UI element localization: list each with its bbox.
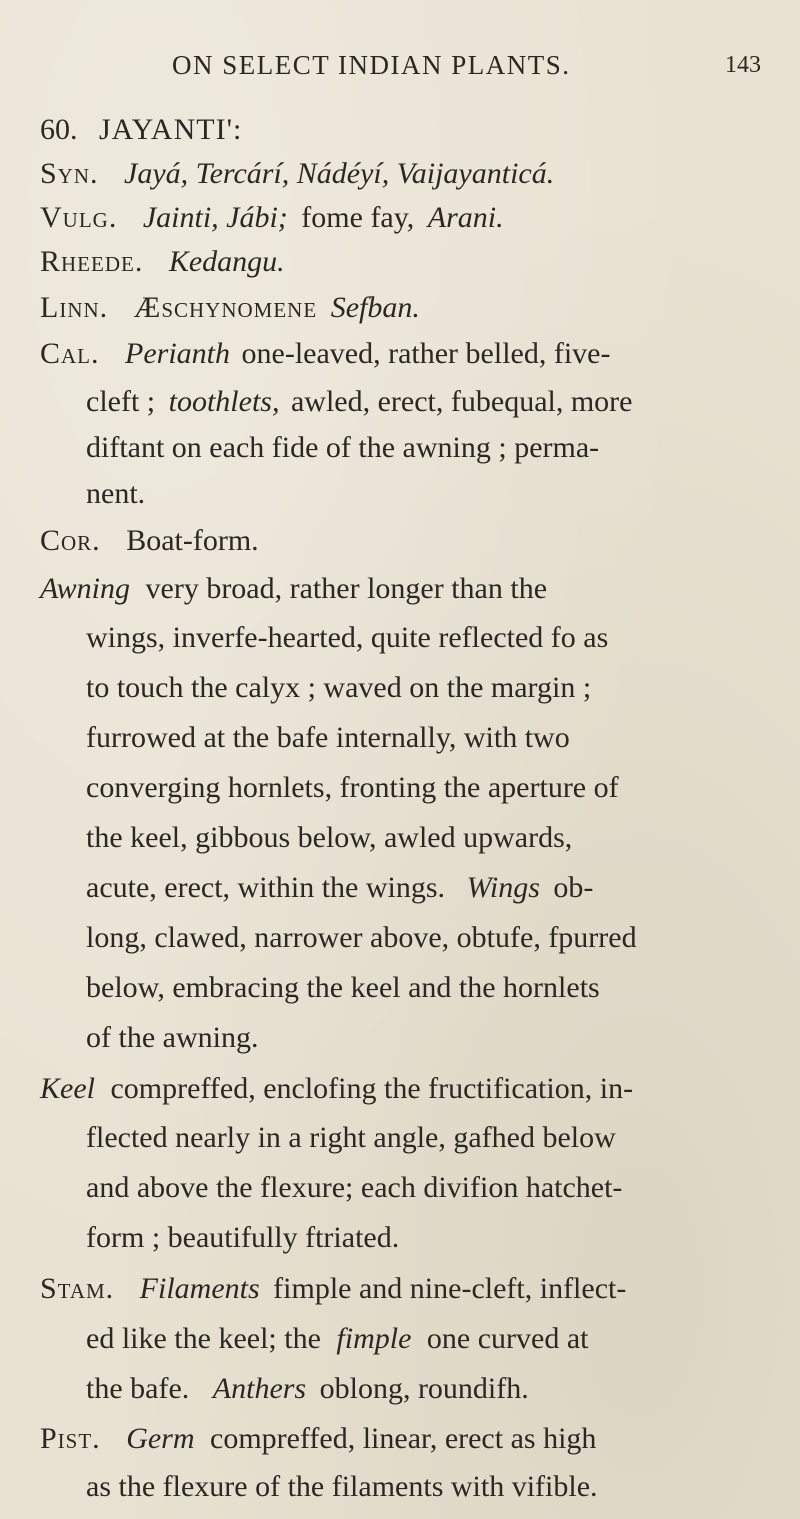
linn-species: Sefban. xyxy=(330,291,420,324)
stam-line-3b: oblong, roundifh. xyxy=(319,1372,529,1405)
stam-line-1-text: fimple and nine-cleft, inflect- xyxy=(273,1272,627,1305)
keel-line-4: form ; beautifully ftriated. xyxy=(86,1221,400,1254)
awning-line-2: wings, inverfe-hearted, quite reflected fo as xyxy=(86,621,609,654)
stamens-line-1 xyxy=(40,1271,626,1307)
linn-label: Linn. xyxy=(40,291,109,324)
awning-line-7b: ob- xyxy=(553,871,594,904)
rheede-text: Kedangu. xyxy=(168,245,285,278)
filaments-term: Filaments xyxy=(139,1272,260,1305)
entry-heading xyxy=(40,112,242,148)
synonyms-line xyxy=(40,156,554,192)
awning-line-3: to touch the calyx ; waved on the margin ; xyxy=(86,671,592,704)
wings-term: Wings xyxy=(466,871,540,904)
stamens-line-3 xyxy=(86,1371,529,1407)
keel-line-1-text: compreffed, enclofing the fructification, in- xyxy=(110,1072,634,1105)
syn-text: Jayá, Tercárí, Nádéyí, Vaijayanticá. xyxy=(124,157,555,190)
simple-term: fimple xyxy=(336,1322,412,1355)
cal-line-2a: cleft ; xyxy=(86,385,156,418)
stamens-line-2 xyxy=(86,1321,589,1357)
vulg-label: Vulg. xyxy=(40,201,118,234)
running-title: ON SELECT INDIAN PLANTS. xyxy=(172,50,571,80)
keel-term: Keel xyxy=(40,1072,95,1105)
pist-line-1-text: compreffed, linear, erect as high xyxy=(210,1422,597,1455)
cal-line-2-term: toothlets, xyxy=(168,385,280,418)
awning-line-5: converging hornlets, fronting the aperture of xyxy=(86,771,619,804)
calyx-line-4: nent. xyxy=(86,477,146,510)
cal-line-2b: awled, erect, fubequal, more xyxy=(290,385,633,418)
awning-line-8: long, clawed, narrower above, obtufe, fpurred xyxy=(86,921,637,954)
calyx-line-1 xyxy=(40,336,610,372)
cor-text: Boat-form. xyxy=(126,524,259,557)
awning-line-1-text: very broad, rather longer than the xyxy=(145,572,548,605)
awning-line-9: below, embracing the keel and the hornlets xyxy=(86,971,600,1004)
rheede-line xyxy=(40,244,285,280)
calyx-line-2 xyxy=(86,384,632,420)
stam-line-2a: ed like the keel; the xyxy=(86,1322,321,1355)
cor-label: Cor. xyxy=(40,524,101,557)
pistil-line-1 xyxy=(40,1421,596,1457)
pist-label: Pist. xyxy=(40,1422,101,1455)
awning-line-1 xyxy=(40,571,547,607)
linnaeus-line xyxy=(40,290,420,326)
anthers-term: Anthers xyxy=(212,1372,307,1405)
pistil-line-2: as the flexure of the filaments with vifible. xyxy=(86,1470,598,1503)
calyx-line-3: diftant on each fide of the awning ; perma- xyxy=(86,431,600,464)
germ-term: Germ xyxy=(126,1422,195,1455)
vulg-text-2: fome fay, xyxy=(301,201,415,234)
corolla-line xyxy=(40,523,259,559)
awning-line-7 xyxy=(86,870,593,906)
stam-label: Stam. xyxy=(40,1272,115,1305)
awning-line-7a: acute, erect, within the wings. xyxy=(86,871,446,904)
awning-line-6: the keel, gibbous below, awled upwards, xyxy=(86,821,573,854)
stam-line-3a: the bafe. xyxy=(86,1372,190,1405)
vulg-text-3: Arani. xyxy=(427,201,504,234)
syn-label: Syn. xyxy=(40,157,99,190)
keel-line-1 xyxy=(40,1071,633,1107)
cal-label: Cal. xyxy=(40,337,100,370)
stam-line-2b: one curved at xyxy=(426,1322,589,1355)
keel-line-2: flected nearly in a right angle, gafhed below xyxy=(86,1121,616,1154)
entry-name: JAYANTI': xyxy=(99,113,243,146)
vulg-text-1: Jainti, Jábi; xyxy=(142,201,288,234)
cal-term: Perianth xyxy=(125,337,231,370)
page-number: 143 xyxy=(725,52,761,78)
entry-number: 60. xyxy=(40,113,78,146)
awning-line-10: of the awning. xyxy=(86,1021,259,1054)
awning-line-4: furrowed at the bafe internally, with two xyxy=(86,721,570,754)
cal-line-1-text: one-leaved, rather belled, five- xyxy=(241,337,611,370)
linn-genus: Æschynomene xyxy=(133,291,318,324)
vulgar-names-line xyxy=(40,200,504,236)
rheede-label: Rheede. xyxy=(40,245,144,278)
awning-term: Awning xyxy=(40,572,131,605)
keel-line-3: and above the flexure; each divifion hatchet- xyxy=(86,1171,623,1204)
